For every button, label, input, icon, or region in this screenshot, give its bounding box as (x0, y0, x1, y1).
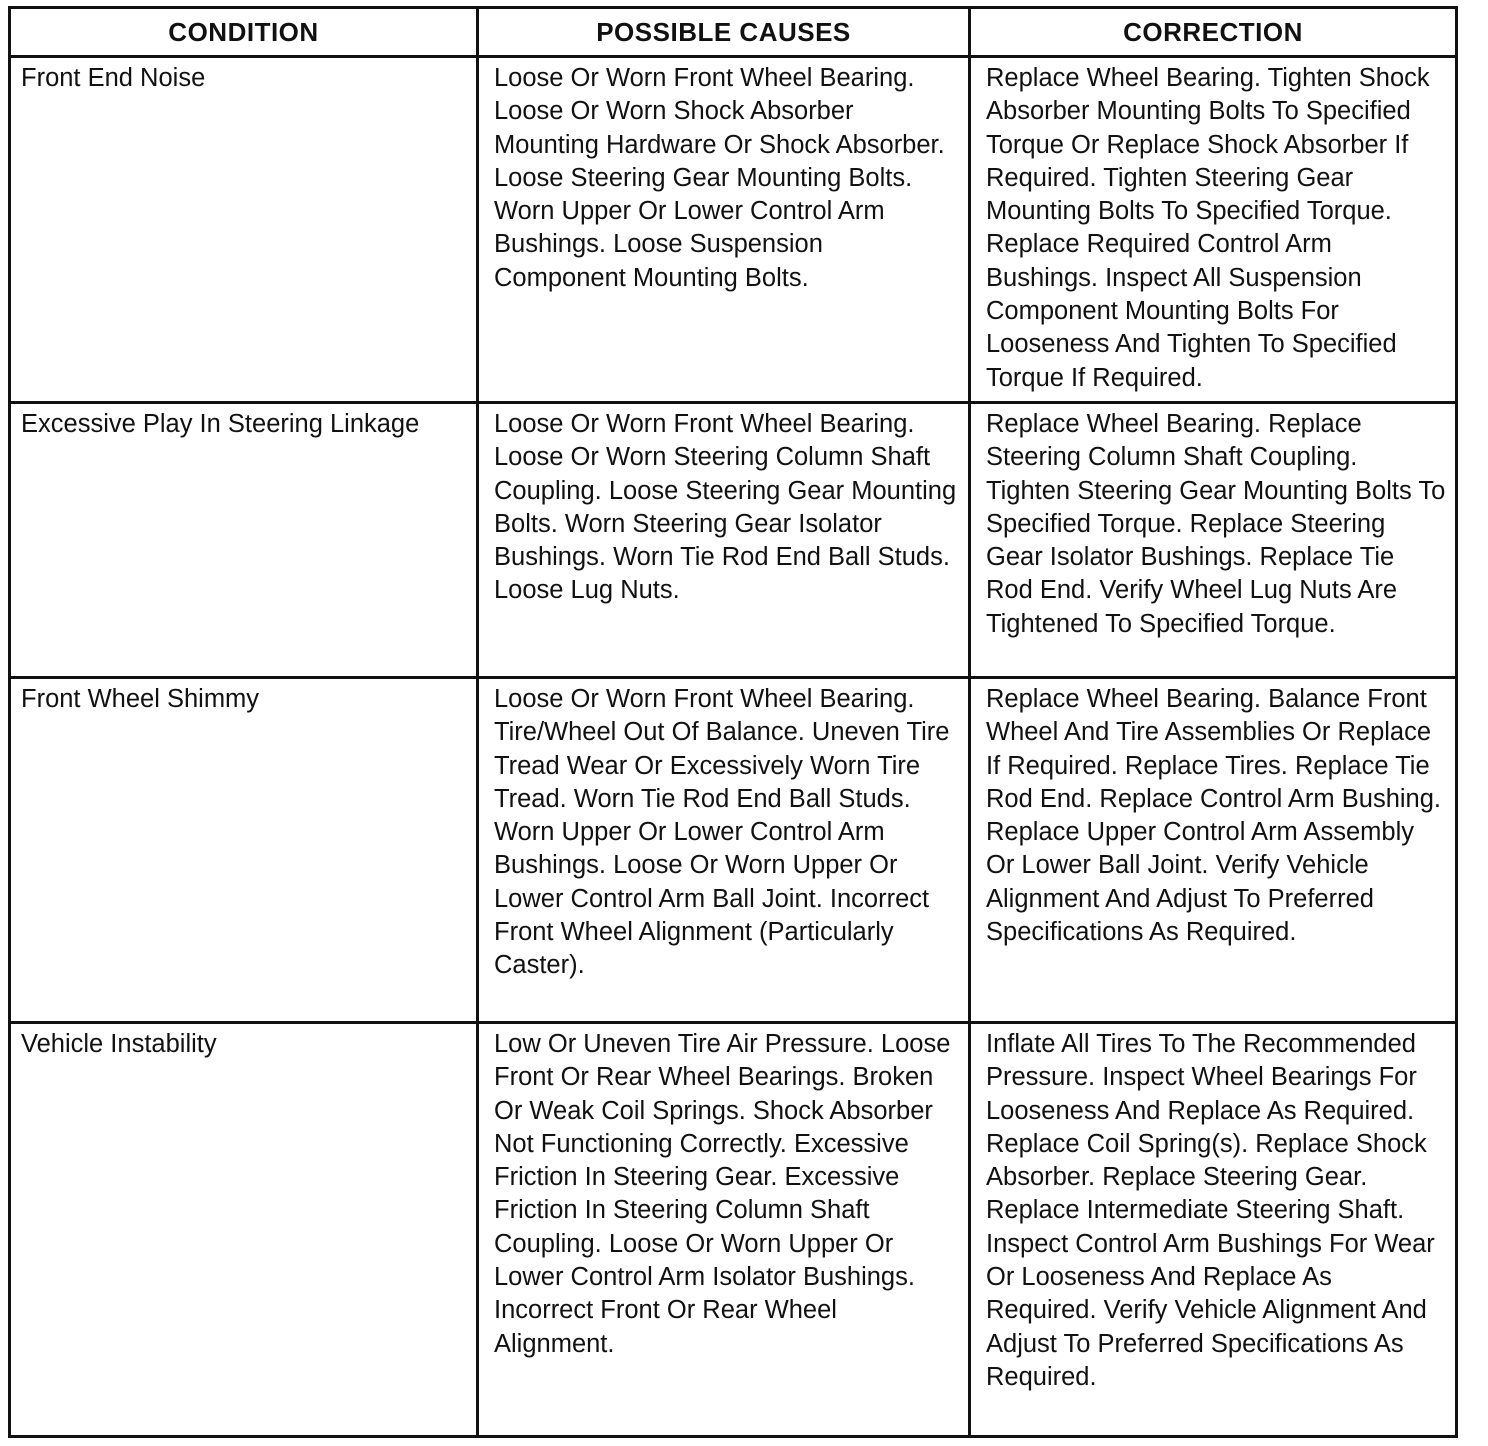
causes-cell: Loose Or Worn Front Wheel Bearing. Tire/Wheel Out Of Balance. Uneven Tire Tread Wear Or Excessively Worn Tire Tread. Worn Tie Rod End Ball Studs. Worn Upper Or Lower Control Arm Bushings. Loose Or Worn Upper Or Lower Control Arm Ball Joint. Incorrect Front Wheel Alignment (Particularly Caster). (478, 677, 970, 1022)
causes-cell: Low Or Uneven Tire Air Pressure. Loose Front Or Rear Wheel Bearings. Broken Or Weak Coil Springs. Shock Absorber Not Functioning Correctly. Excessive Friction In Steering Gear. Excessive Friction In Steering Column Shaft Coupling. Loose Or Worn Upper Or Lower Control Arm Isolator Bushings. Incorrect Front Or Rear Wheel Alignment. (478, 1022, 970, 1436)
condition-cell: Front End Noise (10, 57, 478, 403)
causes-cell: Loose Or Worn Front Wheel Bearing. Loose Or Worn Shock Absorber Mounting Hardware Or Shock Absorber. Loose Steering Gear Mounting Bolts. Worn Upper Or Lower Control Arm Bushings. Loose Suspension Component Mounting Bolts. (478, 57, 970, 403)
table-row (10, 677, 1457, 1022)
correction-cell: Replace Wheel Bearing. Replace Steering Column Shaft Coupling. Tighten Steering Gear Mounting Bolts To Specified Torque. Replace Steering Gear Isolator Bushings. Replace Tie Rod End. Verify Wheel Lug Nuts Are Tightened To Specified Torque. (970, 402, 1457, 677)
correction-cell: Replace Wheel Bearing. Tighten Shock Absorber Mounting Bolts To Specified Torque Or Replace Shock Absorber If Required. Tighten Steering Gear Mounting Bolts To Specified Torque. Replace Required Control Arm Bushings. Inspect All Suspension Component Mounting Bolts For Looseness And Tighten To Specified Torque If Required. (970, 57, 1457, 403)
correction-cell: Inflate All Tires To The Recommended Pressure. Inspect Wheel Bearings For Looseness And Replace As Required. Replace Coil Spring(s). Replace Shock Absorber. Replace Steering Gear. Replace Intermediate Steering Shaft. Inspect Control Arm Bushings For Wear Or Looseness And Replace As Required. Verify Vehicle Alignment And Adjust To Preferred Specifications As Required. (970, 1022, 1457, 1436)
table-row (10, 402, 1457, 677)
table-row (10, 57, 1457, 403)
header-row (10, 8, 1457, 57)
correction-cell: Replace Wheel Bearing. Balance Front Wheel And Tire Assemblies Or Replace If Required. Replace Tires. Replace Tie Rod End. Replace Control Arm Bushing. Replace Upper Control Arm Assembly Or Lower Ball Joint. Verify Vehicle Alignment And Adjust To Preferred Specifications As Required. (970, 677, 1457, 1022)
header-possible-causes: POSSIBLE CAUSES (478, 8, 970, 57)
condition-cell: Front Wheel Shimmy (10, 677, 478, 1022)
condition-cell: Vehicle Instability (10, 1022, 478, 1436)
diagnosis-table (8, 6, 1458, 1438)
causes-cell: Loose Or Worn Front Wheel Bearing. Loose Or Worn Steering Column Shaft Coupling. Loose Steering Gear Mounting Bolts. Worn Steering Gear Isolator Bushings. Worn Tie Rod End Ball Studs. Loose Lug Nuts. (478, 402, 970, 677)
condition-cell: Excessive Play In Steering Linkage (10, 402, 478, 677)
table-row (10, 1022, 1457, 1436)
header-correction: CORRECTION (970, 8, 1457, 57)
header-condition: CONDITION (10, 8, 478, 57)
